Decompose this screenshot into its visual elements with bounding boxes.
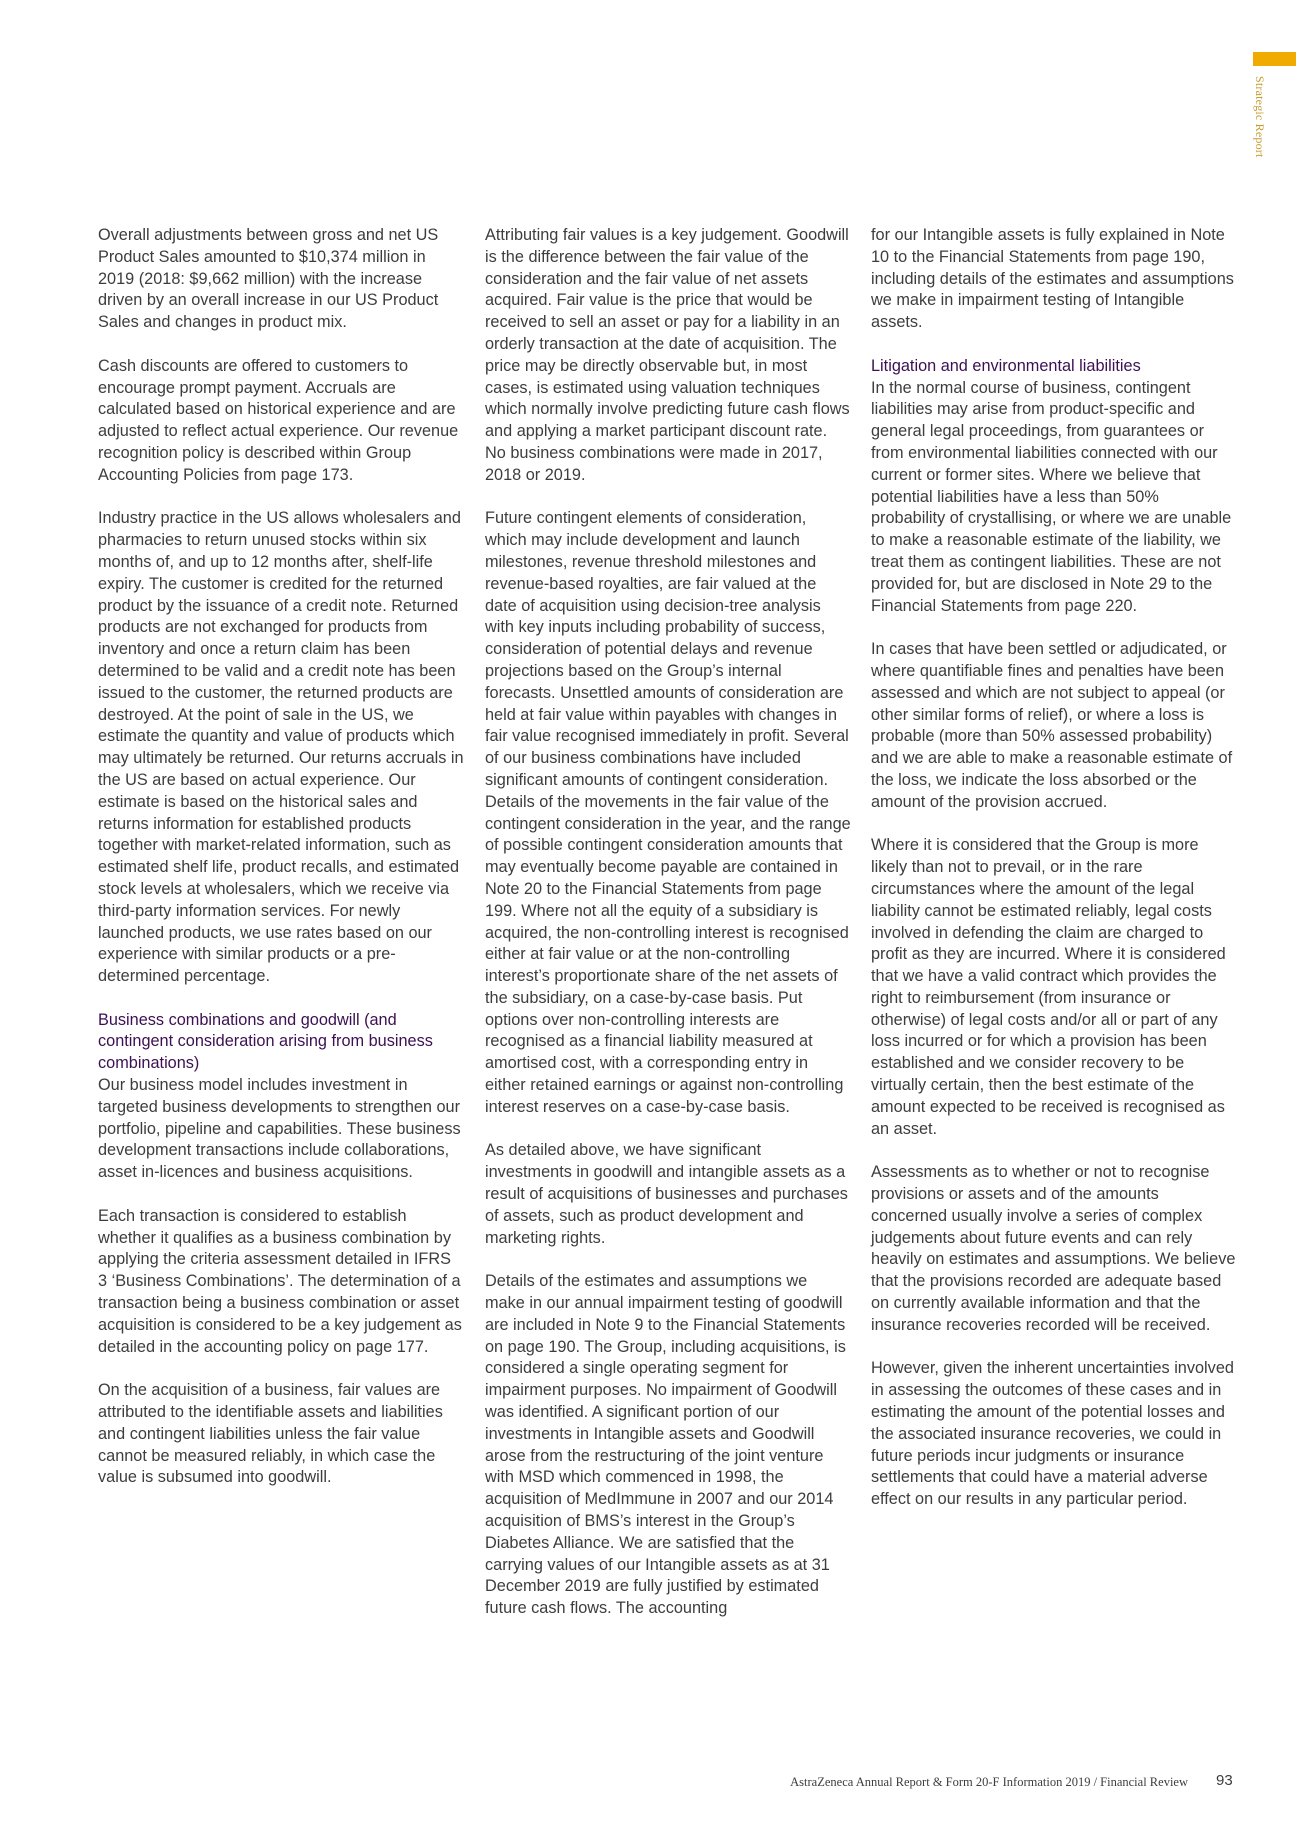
paragraph: In cases that have been settled or adjudicated, or where quantifiable fines and penalties have been assessed and which are not subject to appeal (or other similar forms of relief), or where a loss is probable (more than 50% assessed probability) and we are able to make a reasonable estimate of the loss, we indicate the loss absorbed or the amount of the provision accrued. xyxy=(871,640,1233,811)
paragraph: Industry practice in the US allows wholesalers and pharmacies to return unused stocks within six months of, and up to 12 months after, shelf-life expiry. The customer is credited for the returned product by the issuance of a credit note. Returned products are not exchanged for products from inventory and once a return claim has been determined to be valid and a credit note has been issued to the customer, the returned products are destroyed. At the point of sale in the US, we estimate the quantity and value of products which may ultimately be returned. Our returns accruals in the US are based on actual experience. Our estimate is based on the historical sales and returns information for established products together with market-related information, such as estimated shelf life, product recalls, and estimated stock levels at wholesalers, which we receive via third-party information services. For newly launched products, we use rates based on our experience with similar products or a pre-determined percentage. xyxy=(98,509,464,986)
paragraph: Details of the estimates and assumptions we make in our annual impairment testing of goodwill are included in Note 9 to the Financial Statements on page 190. The Group, including acquisitions, is considered a single operating segment for impairment purposes. No impairment of Goodwill was identified. A significant portion of our investments in Intangible assets and Goodwill arose from the restructuring of the joint venture with MSD which commenced in 1998, the acquisition of MedImmune in 2007 and our 2014 acquisition of BMS’s interest in the Group’s Diabetes Alliance. We are satisfied that the carrying values of our Intangible assets as at 31 December 2019 are fully justified by estimated future cash flows. The accounting xyxy=(485,1272,846,1618)
paragraph: Assessments as to whether or not to recognise provisions or assets and of the amounts concerned usually involve a series of complex judgements about future events and can rely heavily on estimates and assumptions. We believe that the provisions recorded are adequate based on currently available information and that the insurance recoveries recorded will be received. xyxy=(871,1163,1236,1334)
page-number: 93 xyxy=(1216,1772,1233,1789)
paragraph: Each transaction is considered to establish whether it qualifies as a business combination by applying the criteria assessment detailed in IFRS 3 ‘Business Combinations’. The determination of a transaction being a business combination or asset acquisition is considered to be a key judgement as detailed in the accounting policy on page 177. xyxy=(98,1206,462,1356)
section-heading: Litigation and environmental liabilities xyxy=(871,356,1141,375)
paragraph: Attributing fair values is a key judgement. Goodwill is the difference between the fair value of the consideration and the fair value of net assets acquired. Fair value is the price that would be received to sell an asset or pay for a liability in an orderly transaction at the date of acquisition. The price may be directly observable but, in most cases, is estimated using valuation techniques which normally involve predicting future cash flows and applying a market participant discount rate. No business combinations were made in 2017, 2018 or 2019. xyxy=(485,226,850,484)
column-1 xyxy=(98,225,464,1511)
column-3 xyxy=(871,225,1237,1533)
paragraph: However, given the inherent uncertainties involved in assessing the outcomes of these cases and in estimating the amount of the potential losses and the associated insurance recoveries, we could in future periods incur judgments or insurance settlements that could have a material adverse effect on our results in any particular period. xyxy=(871,1359,1234,1509)
paragraph: Cash discounts are offered to customers to encourage prompt payment. Accruals are calculated based on historical experience and are adjusted to reflect actual experience. Our revenue recognition policy is described within Group Accounting Policies from page 173. xyxy=(98,356,459,484)
paragraph: Overall adjustments between gross and net US Product Sales amounted to $10,374 million in 2019 (2018: $9,662 million) with the increase driven by an overall increase in our US Product Sales and changes in product mix. xyxy=(98,226,439,332)
paragraph: Future contingent elements of consideration, which may include development and launch milestones, revenue threshold milestones and revenue-based royalties, are fair valued at the date of acquisition using decision-tree analysis with key inputs including probability of success, consideration of potential delays and revenue projections based on the Group’s internal forecasts. Unsettled amounts of consideration are held at fair value within payables with changes in fair value recognised immediately in profit. Several of our business combinations have included significant amounts of contingent consideration. Details of the movements in the fair value of the contingent consideration in the year, and the range of possible contingent consideration amounts that may eventually become payable are contained in Note 20 to the Financial Statements from page 199. Where not all the equity of a subsidiary is acquired, the non-controlling interest is recognised either at fair value or at the non-controlling interest’s proportionate share of the net assets of the subsidiary, on a case-by-case basis. Put options over non-controlling interests are recognised as a financial liability measured at amortised cost, with a corresponding entry in either retained earnings or against non-controlling interest reserves on a case-by-case basis. xyxy=(485,509,851,1116)
paragraph: As detailed above, we have significant investments in goodwill and intangible assets as a result of acquisitions of businesses and purchases of assets, such as product development and marketing rights. xyxy=(485,1141,848,1247)
section-label: Strategic Report xyxy=(1253,76,1267,158)
footer-title: AstraZeneca Annual Report & Form 20-F Information 2019 / Financial Review xyxy=(790,1775,1188,1789)
paragraph: Our business model includes investment in targeted business developments to strengthen our portfolio, pipeline and capabilities. These business development transactions include collaborations, asset in-licences and business acquisitions. xyxy=(98,1076,461,1182)
page-footer xyxy=(0,1772,1296,1796)
paragraph: In the normal course of business, contingent liabilities may arise from product-specific and general legal proceedings, from guarantees or from environmental liabilities connected with our current or former sites. Where we believe that potential liabilities have a less than 50% probability of crystallising, or where we are unable to make a reasonable estimate of the liability, we treat them as contingent liabilities. These are not provided for, but are disclosed in Note 29 to the Financial Statements from page 220. xyxy=(871,378,1232,615)
paragraph: Where it is considered that the Group is more likely than not to prevail, or in the rare circumstances where the amount of the legal liability cannot be estimated reliably, legal costs involved in defending the claim are charged to profit as they are incurred. Where it is considered that we have a valid contract which provides the right to reimbursement (from insurance or otherwise) of legal costs and/or all or part of any loss incurred or for which a provision has been established and we consider recovery to be virtually certain, then the best estimate of the amount expected to be received is recognised as an asset. xyxy=(871,836,1226,1138)
section-tab-marker xyxy=(1253,52,1296,66)
column-2 xyxy=(485,225,851,1620)
paragraph: for our Intangible assets is fully explained in Note 10 to the Financial Statements from page 190, including details of the estimates and assumptions we make in impairment testing of Intangible assets. xyxy=(871,226,1234,332)
section-heading: Business combinations and goodwill (and contingent consideration arising from business combinations) xyxy=(98,1010,433,1073)
paragraph: On the acquisition of a business, fair values are attributed to the identifiable assets and liabilities and contingent liabilities unless the fair value cannot be measured reliably, in which case the value is subsumed into goodwill. xyxy=(98,1381,443,1487)
